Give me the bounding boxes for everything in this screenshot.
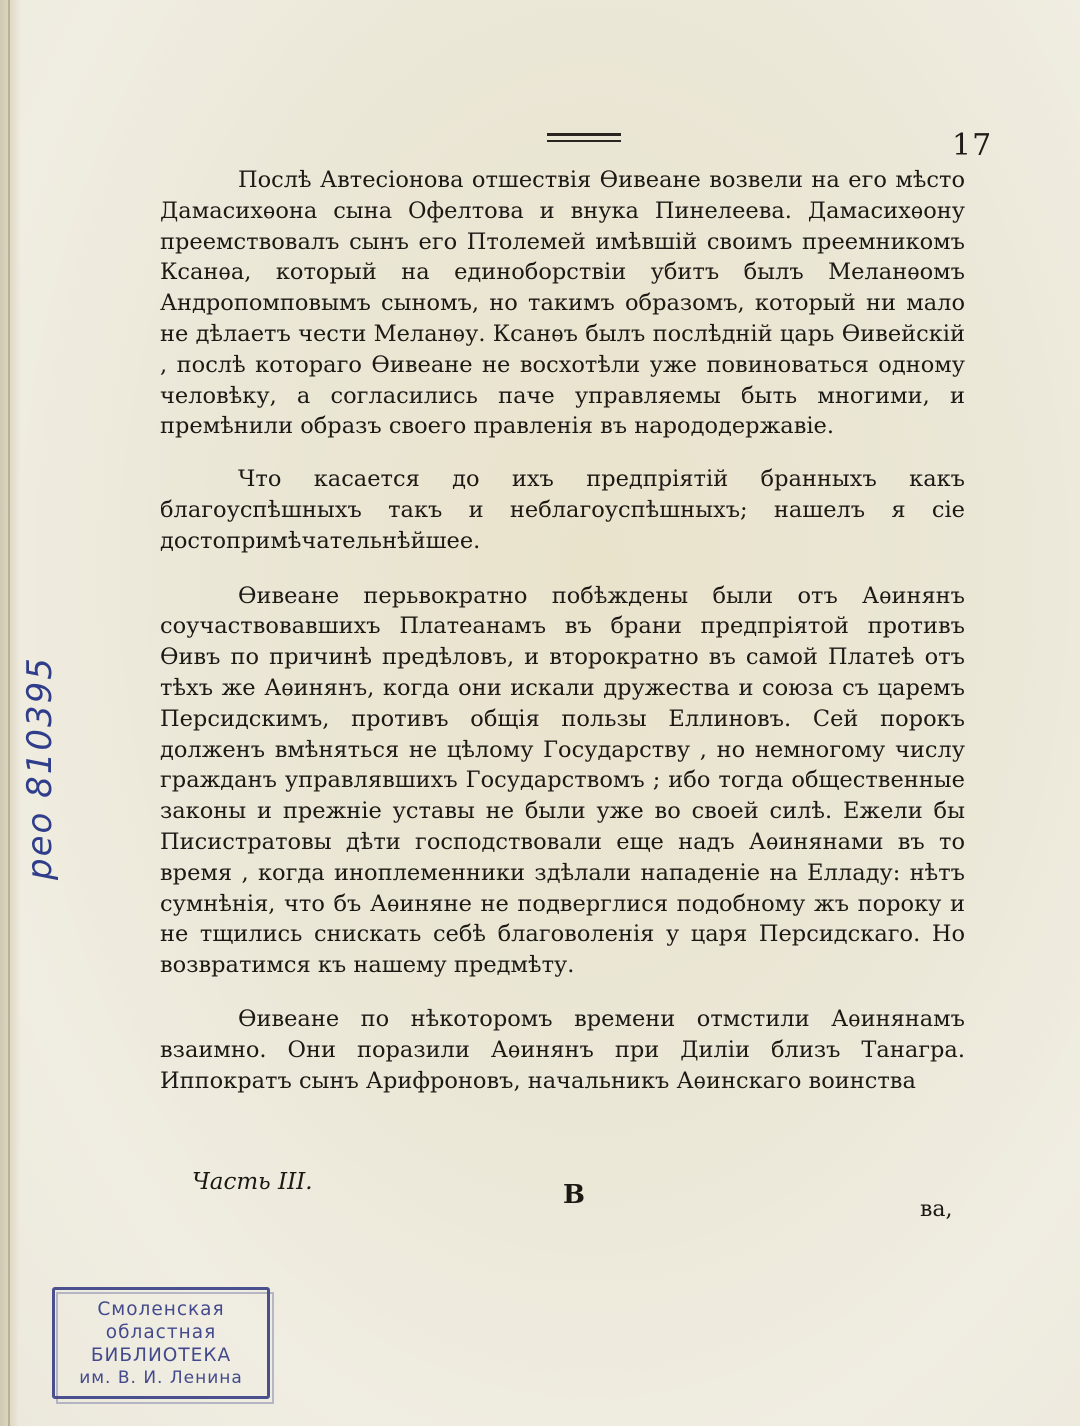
stamp-line-2: областная [105, 1322, 217, 1343]
signature-mark: В [563, 1180, 585, 1210]
paragraph-1: Послѣ Автесіонова отшествія Ѳивеане возвели на его мѣсто Дамасихѳона сына Офелтова и внука Пинелеева. Дамасихѳону преемствовалъ сынъ его Птолемей имѣвшій своимъ преемникомъ Ксанѳа, который на единоборствіи убитъ былъ Меланѳомъ Андропомповымъ сыномъ, но такимъ образомъ, который ни мало не дѣлаетъ чести Меланѳу. Ксанѳъ былъ послѣдній царь Ѳивейскій , послѣ котораго Ѳивеане не восхотѣли уже повиноваться одному человѣку, а согласились паче управляемы быть многими, и премѣнили образъ своего правленія въ народодержавіе. [160, 167, 965, 440]
handwritten-shelfmark: рео 810395 [20, 656, 60, 880]
library-stamp [52, 1287, 270, 1399]
paragraph-2: Что касается до ихъ предпріятій бранныхъ какъ благоуспѣшныхъ такъ и неблагоуспѣшныхъ; нашелъ я сіе достопримѣчательнѣйшее. [160, 466, 965, 554]
page-spine-edge [0, 0, 20, 1426]
spine-shadow-line [8, 0, 10, 1426]
signature-part: Часть III. [192, 1169, 313, 1195]
catchword: ва, [920, 1197, 953, 1222]
page-number: 17 [952, 128, 993, 163]
stamp-line-1: Смоленская [97, 1299, 225, 1320]
paragraph-3: Ѳивеане перьвократно побѣждены были отъ Аѳинянъ соучаствовавшихъ Платеанамъ въ брани предпріятой противъ Ѳивъ по причинѣ предѣловъ, и вторократно въ самой Платеѣ отъ тѣхъ же Аѳинянъ, когда они искали дружества и союза съ царемъ Персидскимъ, противъ общія пользы Еллиновъ. Сей порокъ долженъ вмѣняться не цѣлому Государству , но немногому числу гражданъ управлявшихъ Государствомъ ; ибо тогда общественные законы и прежніе уставы не были уже во своей силѣ. Ежели бы Писистратовы дѣти господствовали еще надъ Аѳинянами въ то время , когда иноплеменники здѣлали нападеніе на Елладу: нѣтъ сумнѣнія, что бъ Аѳиняне не подверглися подобному жъ пороку и не тщились снискать себѣ благоволенія у царя Персидскаго. Но возвратимся къ нашему предмѣту. [160, 582, 965, 979]
body-text [160, 165, 965, 1096]
stamp-line-3: БИБЛИОТЕКА [90, 1345, 232, 1366]
paragraph-4: Ѳивеане по нѣкоторомъ времени отмстили Аѳинянамъ взаимно. Они поразили Аѳинянъ при Диліи близъ Танагра. Иппократъ сынъ Арифроновъ, начальникъ Аѳинскаго воинства [160, 1005, 965, 1094]
header-double-rule [547, 133, 621, 142]
stamp-line-4: им. В. И. Ленина [79, 1368, 243, 1388]
